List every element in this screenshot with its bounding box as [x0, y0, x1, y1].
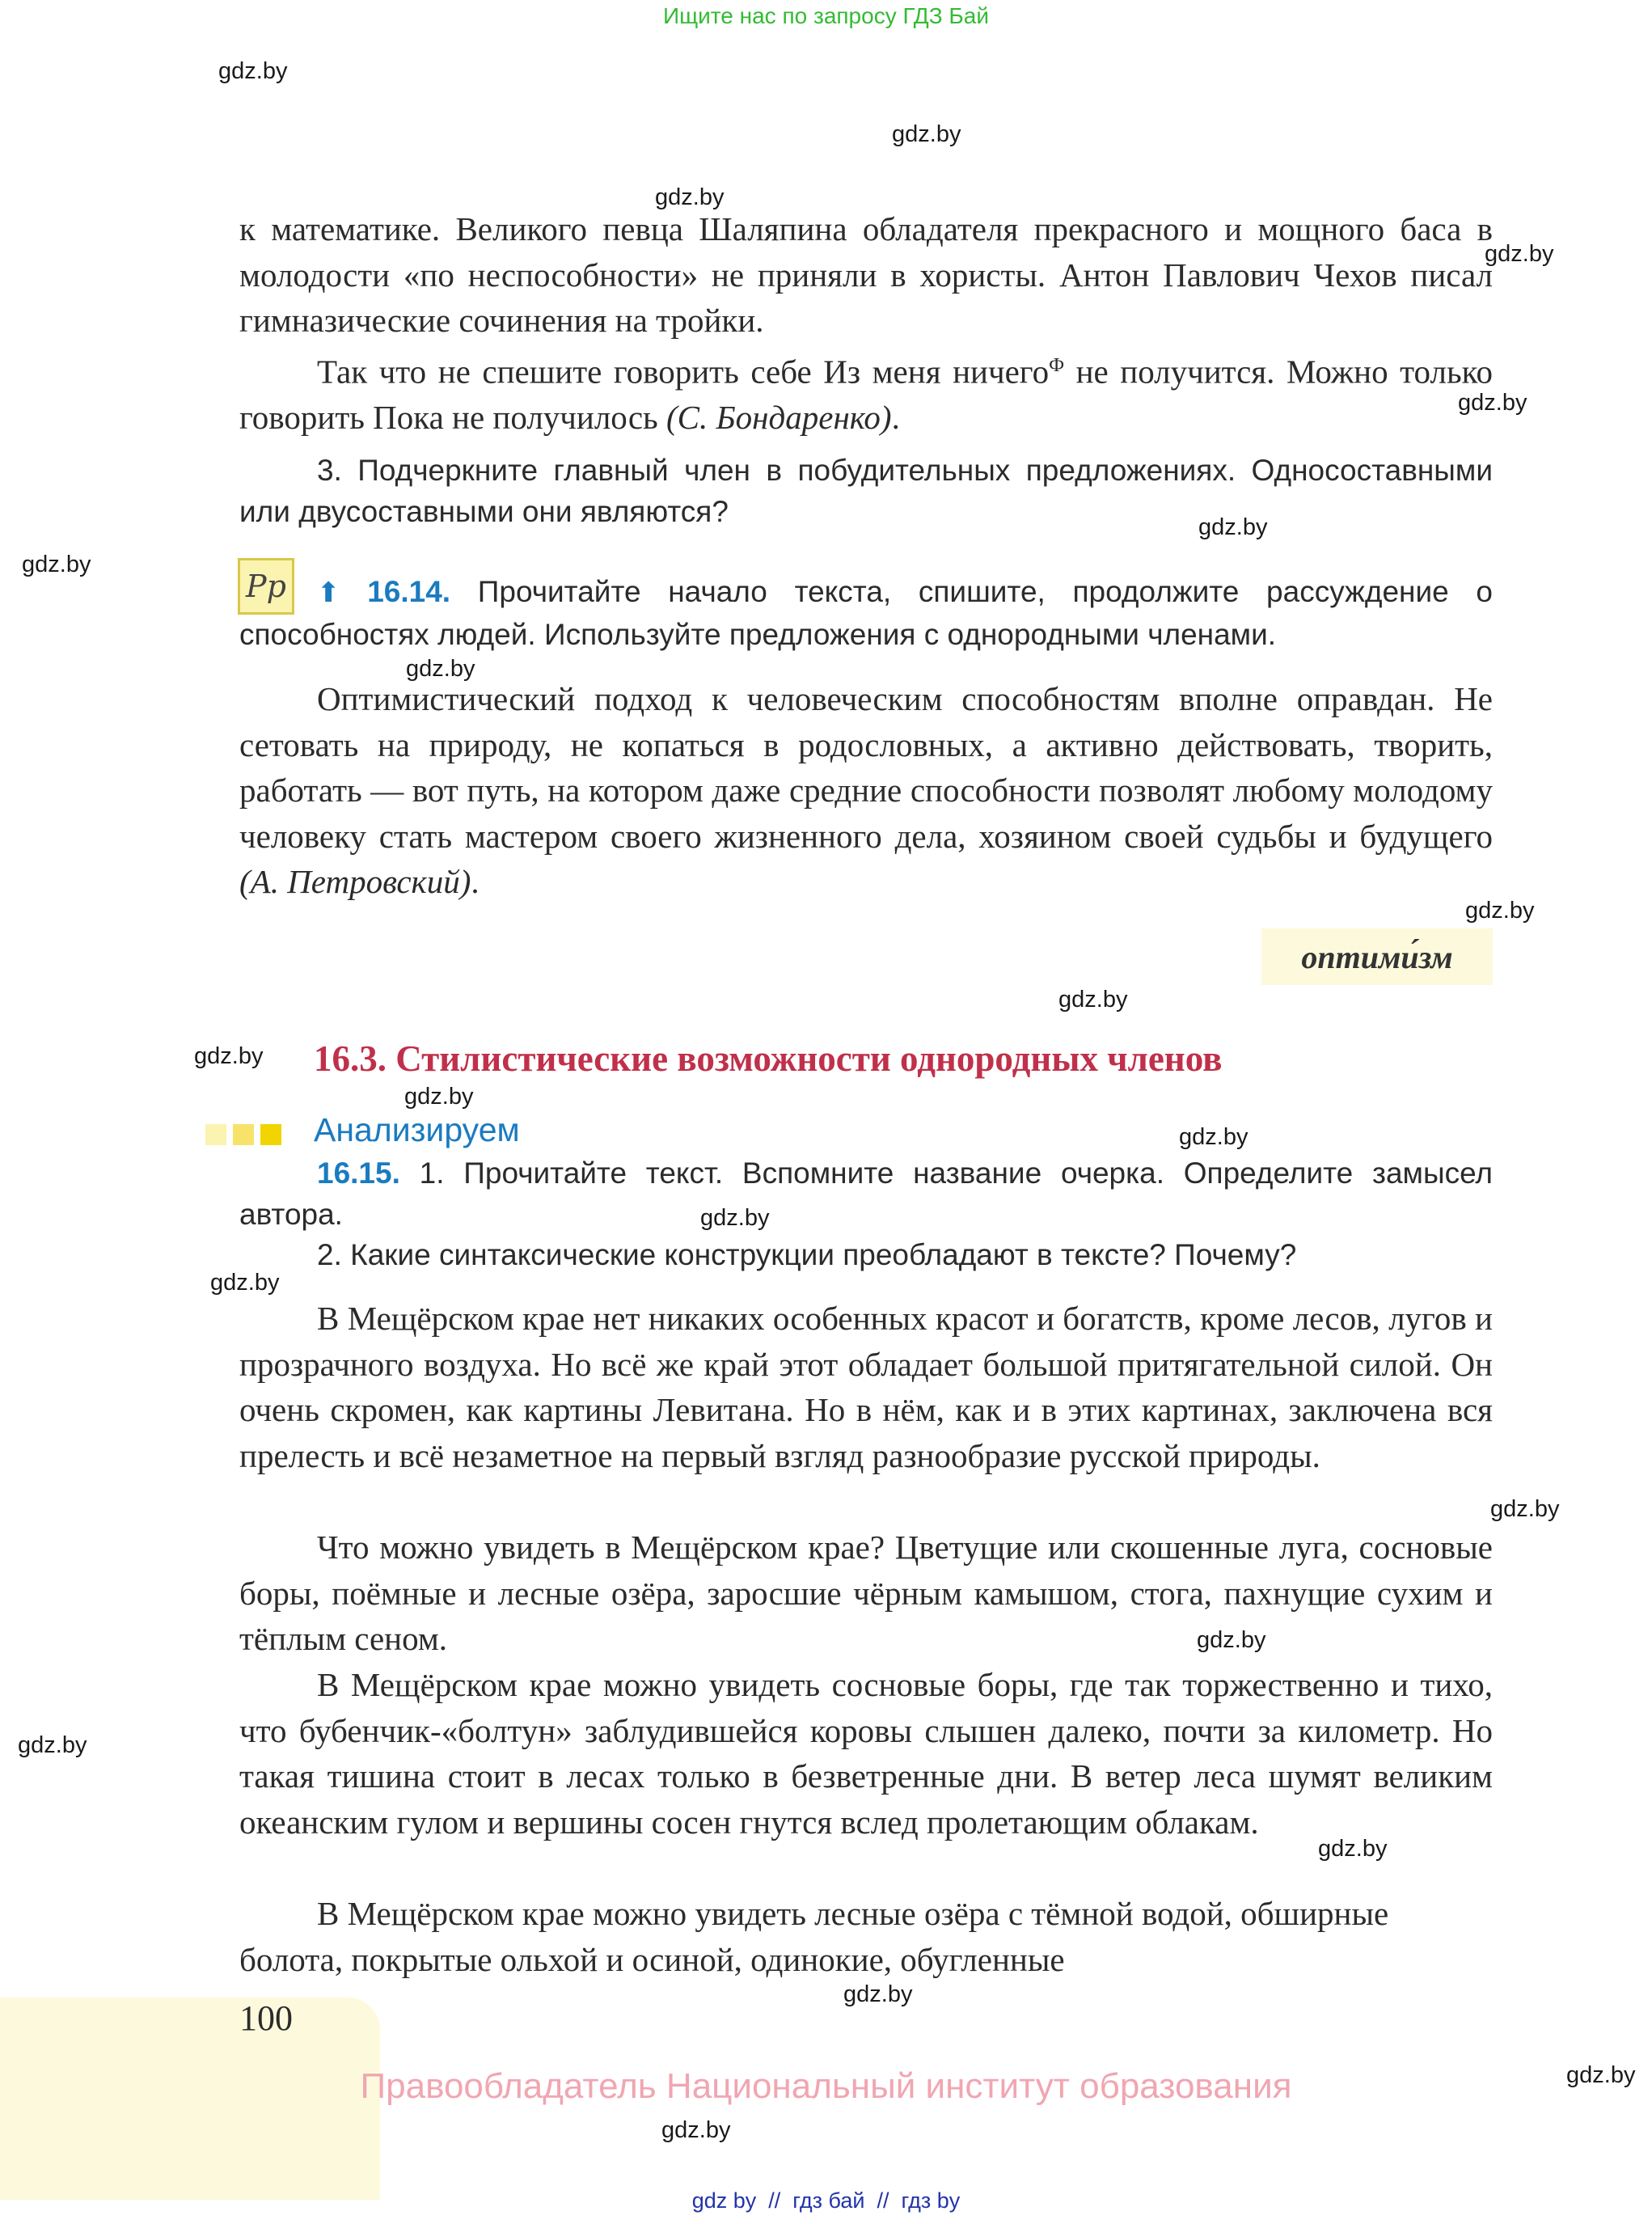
exercise-16-14-text: [239, 676, 1493, 905]
watermark: gdz.by: [1197, 1627, 1266, 1653]
text-run: Оптимистический подход к человеческим способностям вполне оправдан. Не сетовать на природу, не копаться в родословных, а активно действовать, творить, работать — вот путь, на котором даже средние способности позволят любому молодому человеку стать мастером своего жизненного дела, хозяином своей судьбы и будущего: [239, 680, 1493, 855]
text-run: .: [891, 399, 900, 437]
exercise-number: 16.15.: [317, 1156, 400, 1190]
watermark: gdz.by: [210, 1270, 280, 1296]
copyright-line: Правообладатель Национальный институт образования: [360, 2066, 1292, 2106]
watermark: gdz.by: [194, 1043, 264, 1069]
top-search-link[interactable]: Ищите нас по запросу ГДЗ Бай: [662, 3, 990, 28]
watermark: gdz.by: [1198, 514, 1268, 540]
author-attribution: (А. Петровский): [239, 863, 471, 900]
exercise-16-15-paragraph-4: В Мещёрском крае можно увидеть лесные озёра с тёмной водой, обширные болота, покрытые ольхой и осиной, одинокие, обугленные: [239, 1895, 1389, 1978]
task-3: 3. Подчеркните главный член в побудительных предложениях. Односоставными или двусоставными они являются?: [239, 454, 1493, 528]
exercise-16-15-paragraph-2: Что можно увидеть в Мещёрском крае? Цветущие или скошенные луга, сосновые боры, поёмные и лесные озёра, заросшие чёрным камышом, стога, пахнущие сухим и тёплым сеном.: [239, 1528, 1493, 1657]
watermark: gdz.by: [700, 1205, 770, 1231]
vocabulary-word-text: оптими́зм: [1301, 938, 1453, 975]
watermark: gdz.by: [1179, 1124, 1249, 1150]
page-number: 100: [239, 1998, 293, 2038]
exercise-number: 16.14.: [367, 575, 451, 608]
square-bright: [260, 1124, 281, 1145]
icon-letter: Рр: [246, 569, 286, 604]
watermark: gdz.by: [892, 121, 961, 147]
watermark: gdz.by: [406, 656, 475, 682]
exercise-16-15-task-1: [239, 1152, 1493, 1235]
watermark: gdz.by: [22, 552, 91, 577]
section-title: 16.3. Стилистические возможности однородных членов: [314, 1038, 1223, 1079]
up-arrow-icon: ⬆: [317, 577, 340, 608]
vocabulary-word: [1261, 928, 1493, 985]
watermark: gdz.by: [1485, 241, 1554, 267]
author-attribution: (С. Бондаренко): [665, 399, 892, 437]
exercise-16-14-instruction: [239, 571, 1493, 655]
watermark: gdz.by: [218, 58, 288, 84]
watermark: gdz.by: [655, 184, 725, 210]
text-continuation: к математике. Великого певца Шаляпина обладателя прекрасного и мощного баса в молодости «по неспособности» не приняли в хористы. Антон Павлович Чехов писал гимназические сочинения на тройки.: [239, 210, 1493, 339]
text-conclusion: [239, 343, 1493, 441]
watermark: gdz.by: [1465, 898, 1535, 924]
task-text: 1. Прочитайте текст. Вспомните название очерка. Определите замысел автора.: [239, 1156, 1494, 1231]
watermark: gdz.by: [1458, 390, 1527, 416]
square-light: [205, 1124, 226, 1145]
watermark: gdz.by: [1318, 1836, 1388, 1862]
watermark: gdz.by: [404, 1084, 474, 1110]
instruction-text: Прочитайте начало текста, спишите, продолжите рассуждение о способностях людей. Используйте предложения с однородными членами.: [239, 575, 1494, 651]
watermark: gdz.by: [18, 1732, 87, 1758]
exercise-16-15-paragraph-1: В Мещёрском крае нет никаких особенных красот и богатств, кроме лесов, лугов и прозрачного воздуха. Но всё же край этот обладает большой притягательной силой. Он очень скромен, как картины Левитана. Но в нём, как и в этих картинах, заключена вся прелесть и всё незаметное на первый взгляд разнообразие русской природы.: [239, 1300, 1493, 1474]
text-run: Так что не спешите говорить себе Из меня ничего: [317, 353, 1050, 391]
watermark: gdz.by: [1490, 1496, 1560, 1522]
text-run: не получится. Можно только говорить Пока не получилось: [239, 353, 1493, 437]
exercise-16-15-paragraph-3: В Мещёрском крае можно увидеть сосновые боры, где так торжественно и тихо, что бубенчик-«болтун» заблудившейся коровы слышен далеко, почти за километр. Но такая тишина стоит в лесах только в безветренные дни. В ветер леса шумят великим океанским гулом и вершины сосен гнутся вслед пролетающим облакам.: [239, 1666, 1493, 1841]
square-medium: [233, 1124, 254, 1145]
text-run: .: [471, 863, 480, 900]
watermark: gdz.by: [1058, 987, 1128, 1013]
watermark: gdz.by: [1566, 2062, 1636, 2088]
watermark: gdz.by: [843, 1981, 913, 2007]
watermark: gdz.by: [661, 2117, 731, 2143]
progress-squares: [205, 1124, 281, 1145]
exercise-16-15-task-2: 2. Какие синтаксические конструкции преобладают в тексте? Почему?: [317, 1238, 1297, 1271]
footnote-mark: Ф: [1049, 355, 1065, 376]
subhead-analyze: Анализируем: [314, 1111, 520, 1148]
footer-links[interactable]: gdz by // гдз бай // гдз by: [691, 2188, 961, 2213]
